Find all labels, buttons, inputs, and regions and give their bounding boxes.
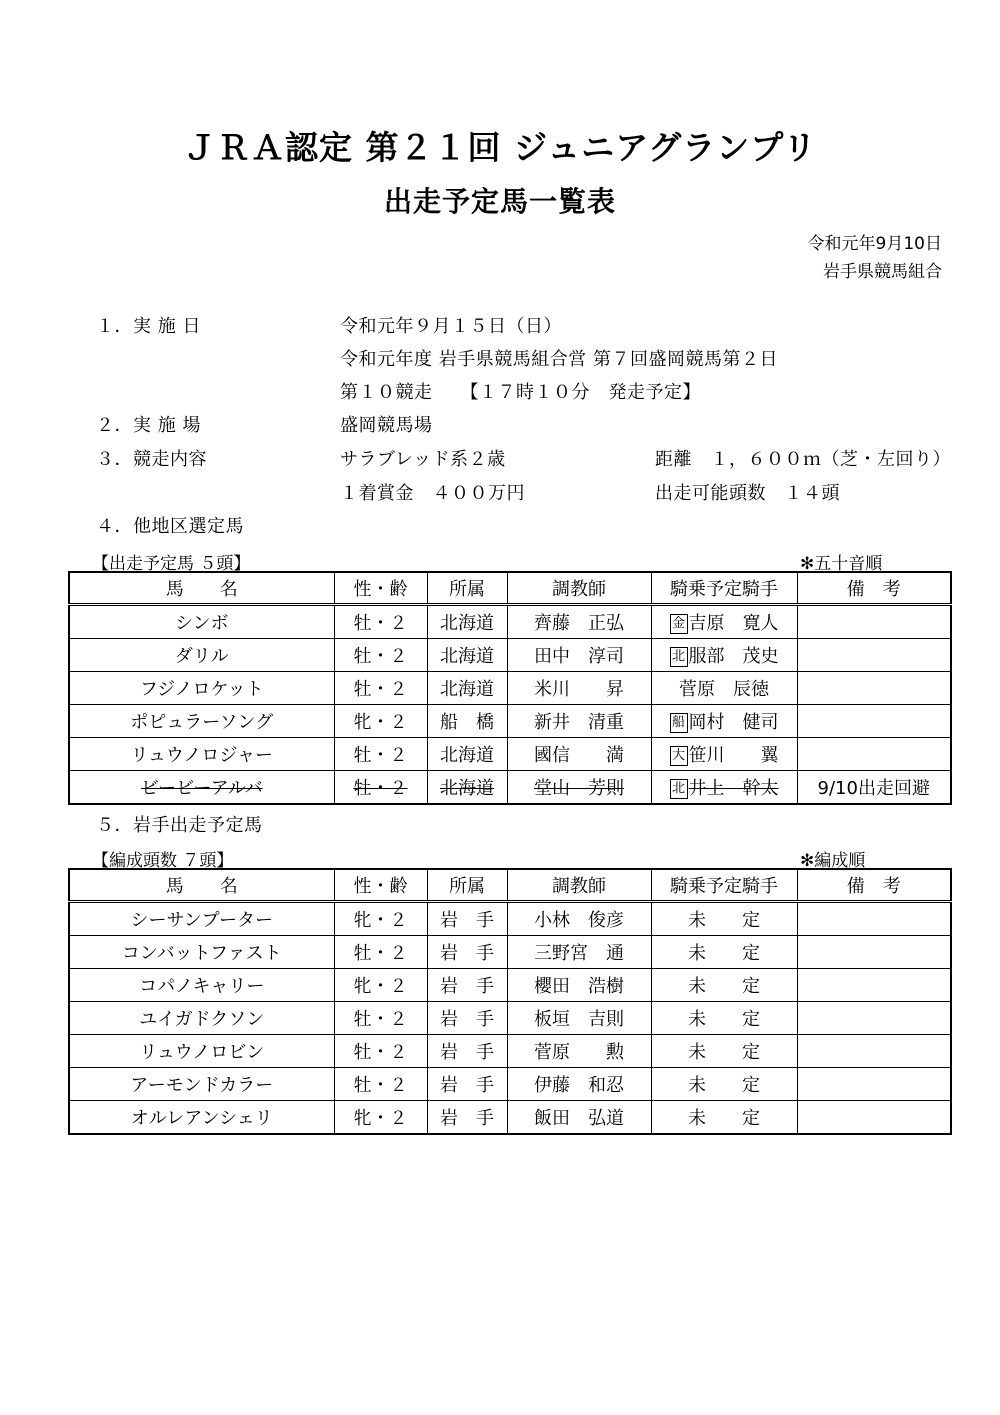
table-row bbox=[69, 1101, 951, 1135]
item2-value: 盛岡競馬場 bbox=[340, 415, 433, 436]
table-header-row bbox=[69, 572, 951, 605]
outside-entries-table bbox=[68, 571, 952, 805]
jockey: 岡村 健司 bbox=[688, 712, 779, 733]
jockey: 菅原 辰徳 bbox=[679, 679, 769, 700]
trainer: 三野宮 通 bbox=[507, 936, 651, 969]
jockey: 未 定 bbox=[651, 936, 797, 969]
region-badge: 船 bbox=[670, 713, 688, 733]
sex-age: 牡・２ bbox=[334, 605, 427, 639]
table-row bbox=[69, 705, 951, 738]
page-subtitle: 出走予定馬一覧表 bbox=[383, 185, 616, 218]
table-row bbox=[69, 1068, 951, 1101]
table1-order-note: ✻五十音順 bbox=[800, 554, 883, 574]
affiliation: 岩 手 bbox=[427, 1002, 507, 1035]
sex-age: 牡・２ bbox=[334, 1002, 427, 1035]
horse-name: リュウノロジャー bbox=[69, 738, 334, 771]
trainer: 伊藤 和忍 bbox=[507, 1068, 651, 1101]
organizer: 岩手県競馬組合 bbox=[823, 262, 942, 282]
jockey-cell bbox=[651, 738, 797, 771]
table1-caption: 【出走予定馬 ５頭】 bbox=[92, 554, 251, 574]
item1-line3: 第１０競走 【１７時１０分 発走予定】 bbox=[340, 382, 701, 403]
trainer: 飯田 弘道 bbox=[507, 1101, 651, 1135]
item2-label: ２．実 施 場 bbox=[96, 415, 201, 436]
item1-line2: 令和元年度 岩手県競馬組合営 第７回盛岡競馬第２日 bbox=[340, 349, 778, 370]
horse-name: アーモンドカラー bbox=[69, 1068, 334, 1101]
table-row-withdrawn bbox=[69, 771, 951, 805]
affiliation: 岩 手 bbox=[427, 1101, 507, 1135]
sex-age: 牝・２ bbox=[334, 705, 427, 738]
horse-name: コパノキャリー bbox=[69, 969, 334, 1002]
horse-name: ポピュラーソング bbox=[69, 705, 334, 738]
header-notes: 備 考 bbox=[797, 572, 951, 605]
jockey: 吉原 寛人 bbox=[688, 613, 779, 634]
sex-age: 牡・２ bbox=[334, 771, 427, 805]
jockey: 井上 幹太 bbox=[688, 778, 779, 799]
jockey: 笹川 翼 bbox=[688, 745, 779, 766]
note bbox=[797, 738, 951, 771]
affiliation: 岩 手 bbox=[427, 969, 507, 1002]
note bbox=[797, 902, 951, 936]
sex-age: 牡・２ bbox=[334, 672, 427, 705]
table-row bbox=[69, 672, 951, 705]
trainer: 新井 清重 bbox=[507, 705, 651, 738]
sex-age: 牡・２ bbox=[334, 738, 427, 771]
horse-name: オルレアンシェリ bbox=[69, 1101, 334, 1135]
header-affiliation: 所属 bbox=[427, 869, 507, 902]
affiliation: 北海道 bbox=[427, 738, 507, 771]
trainer: 田中 淳司 bbox=[507, 639, 651, 672]
table-header-row bbox=[69, 869, 951, 902]
region-badge: 大 bbox=[670, 746, 688, 766]
header-horse-name: 馬 名 bbox=[69, 869, 334, 902]
trainer: 櫻田 浩樹 bbox=[507, 969, 651, 1002]
trainer: 菅原 勲 bbox=[507, 1035, 651, 1068]
region-badge: 金 bbox=[670, 614, 688, 634]
item3-prize: １着賞金 ４００万円 bbox=[340, 483, 525, 504]
affiliation: 北海道 bbox=[427, 771, 507, 805]
note bbox=[797, 969, 951, 1002]
item3-race-class: サラブレッド系２歳 bbox=[340, 449, 506, 470]
sex-age: 牝・２ bbox=[334, 1101, 427, 1135]
trainer: 國信 満 bbox=[507, 738, 651, 771]
affiliation: 北海道 bbox=[427, 672, 507, 705]
jockey-cell bbox=[651, 605, 797, 639]
table-row bbox=[69, 605, 951, 639]
note bbox=[797, 1002, 951, 1035]
horse-name: シンボ bbox=[69, 605, 334, 639]
table-row bbox=[69, 969, 951, 1002]
header-trainer: 調教師 bbox=[507, 572, 651, 605]
affiliation: 北海道 bbox=[427, 639, 507, 672]
table2-order-note: ✻編成順 bbox=[800, 851, 866, 871]
header-trainer: 調教師 bbox=[507, 869, 651, 902]
note bbox=[797, 639, 951, 672]
affiliation: 岩 手 bbox=[427, 902, 507, 936]
item1-label: １．実 施 日 bbox=[96, 316, 201, 337]
header-affiliation: 所属 bbox=[427, 572, 507, 605]
table-row bbox=[69, 1035, 951, 1068]
header-sex-age: 性・齢 bbox=[334, 572, 427, 605]
horse-name: シーサンプーター bbox=[69, 902, 334, 936]
jockey: 未 定 bbox=[651, 1068, 797, 1101]
affiliation: 岩 手 bbox=[427, 936, 507, 969]
sex-age: 牡・２ bbox=[334, 936, 427, 969]
item3-distance: 距離 １，６００ｍ（芝・左回り） bbox=[655, 449, 951, 470]
page-title: ＪＲＡ認定 第２１回 ジュニアグランプリ bbox=[182, 128, 817, 167]
iwate-entries-table bbox=[68, 868, 952, 1135]
sex-age: 牡・２ bbox=[334, 639, 427, 672]
note bbox=[797, 936, 951, 969]
jockey: 未 定 bbox=[651, 969, 797, 1002]
affiliation: 岩 手 bbox=[427, 1035, 507, 1068]
item3-label: ３．競走内容 bbox=[96, 449, 207, 470]
jockey: 未 定 bbox=[651, 1101, 797, 1135]
table-row bbox=[69, 639, 951, 672]
jockey-cell bbox=[651, 639, 797, 672]
jockey: 未 定 bbox=[651, 1002, 797, 1035]
region-badge: 北 bbox=[670, 779, 688, 799]
header-sex-age: 性・齢 bbox=[334, 869, 427, 902]
jockey-cell bbox=[651, 672, 797, 705]
header-jockey: 騎乗予定騎手 bbox=[651, 869, 797, 902]
affiliation: 船 橋 bbox=[427, 705, 507, 738]
item3-max-runners: 出走可能頭数 １４頭 bbox=[655, 483, 840, 504]
header-horse-name: 馬 名 bbox=[69, 572, 334, 605]
sex-age: 牡・２ bbox=[334, 1068, 427, 1101]
table-row bbox=[69, 936, 951, 969]
header-notes: 備 考 bbox=[797, 869, 951, 902]
horse-name: ビービーアルバ bbox=[69, 771, 334, 805]
affiliation: 北海道 bbox=[427, 605, 507, 639]
note: 9/10出走回避 bbox=[797, 771, 951, 805]
horse-name: ダリル bbox=[69, 639, 334, 672]
sex-age: 牡・２ bbox=[334, 1035, 427, 1068]
trainer: 堂山 芳則 bbox=[507, 771, 651, 805]
note bbox=[797, 1101, 951, 1135]
sex-age: 牝・２ bbox=[334, 902, 427, 936]
item1-line1: 令和元年９月１５日（日） bbox=[340, 316, 562, 337]
issue-date: 令和元年9月10日 bbox=[807, 234, 942, 254]
table-row bbox=[69, 902, 951, 936]
trainer: 板垣 吉則 bbox=[507, 1002, 651, 1035]
note bbox=[797, 1035, 951, 1068]
horse-name: フジノロケット bbox=[69, 672, 334, 705]
horse-name: リュウノロビン bbox=[69, 1035, 334, 1068]
jockey: 服部 茂史 bbox=[688, 646, 779, 667]
note bbox=[797, 1068, 951, 1101]
sex-age: 牝・２ bbox=[334, 969, 427, 1002]
horse-name: ユイガドクソン bbox=[69, 1002, 334, 1035]
horse-name: コンバットファスト bbox=[69, 936, 334, 969]
table2-caption: 【編成頭数 ７頭】 bbox=[92, 851, 234, 871]
note bbox=[797, 605, 951, 639]
item5-label: ５．岩手出走予定馬 bbox=[96, 815, 263, 836]
header-jockey: 騎乗予定騎手 bbox=[651, 572, 797, 605]
jockey-cell bbox=[651, 705, 797, 738]
trainer: 齊藤 正弘 bbox=[507, 605, 651, 639]
jockey: 未 定 bbox=[651, 1035, 797, 1068]
jockey: 未 定 bbox=[651, 902, 797, 936]
region-badge: 北 bbox=[670, 647, 688, 667]
note bbox=[797, 705, 951, 738]
jockey-cell bbox=[651, 771, 797, 805]
table-row bbox=[69, 738, 951, 771]
trainer: 米川 昇 bbox=[507, 672, 651, 705]
table-row bbox=[69, 1002, 951, 1035]
item4-label: ４．他地区選定馬 bbox=[96, 516, 244, 537]
trainer: 小林 俊彦 bbox=[507, 902, 651, 936]
affiliation: 岩 手 bbox=[427, 1068, 507, 1101]
note bbox=[797, 672, 951, 705]
